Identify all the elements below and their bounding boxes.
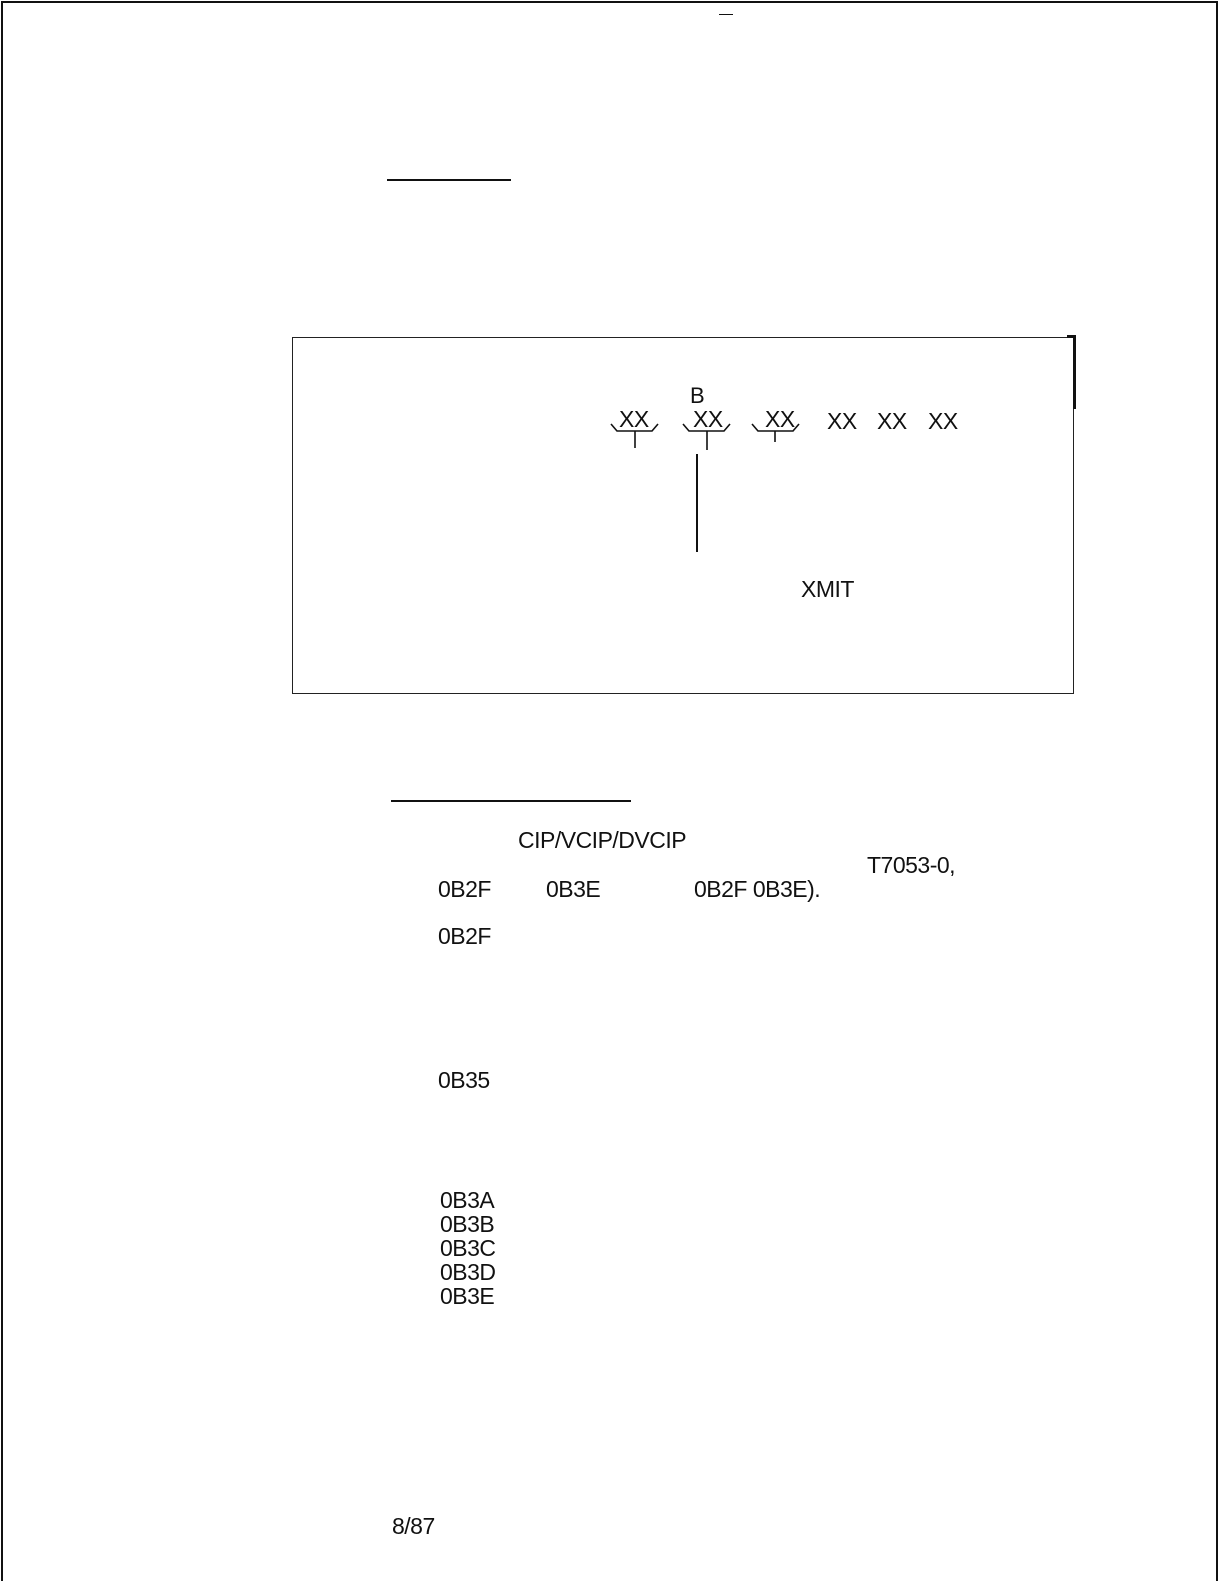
address-list-item: 0B3A <box>440 1187 495 1213</box>
address-0b35: 0B35 <box>438 1067 490 1093</box>
model-text: T7053-0, <box>867 852 956 878</box>
address-0b3e-a: 0B3E <box>546 876 601 902</box>
address-list-item: 0B3E <box>440 1283 495 1309</box>
byte-field-5: XX <box>877 408 907 434</box>
address-0b2f-b: 0B2F <box>438 923 491 949</box>
xmit-label: XMIT <box>801 576 854 602</box>
diagram-label-b: B <box>690 383 705 408</box>
cip-text: CIP/VCIP/DVCIP <box>518 827 687 853</box>
address-list-item: 0B3B <box>440 1211 495 1237</box>
address-list-item: 0B3C <box>440 1235 496 1261</box>
page-frame <box>1 1 1218 1581</box>
byte-field-braces <box>600 420 820 460</box>
byte-field-2: XX <box>693 406 723 432</box>
address-range: 0B2F 0B3E). <box>694 876 821 902</box>
byte-field-4: XX <box>827 408 857 434</box>
byte-field-3: XX <box>765 406 795 432</box>
connector-line <box>696 454 698 552</box>
byte-field-6: XX <box>928 408 958 434</box>
section-heading-underline-2 <box>391 800 631 802</box>
register-diagram-panel <box>292 337 1074 694</box>
footer-date: 8/87 <box>392 1513 435 1539</box>
top-mark <box>719 14 733 15</box>
section-heading-underline-1 <box>387 179 511 181</box>
panel-right-bar <box>1073 335 1076 409</box>
panel-corner-mark <box>1067 335 1075 338</box>
byte-field-1: XX <box>619 406 649 432</box>
address-0b2f-a: 0B2F <box>438 876 491 902</box>
address-list-item: 0B3D <box>440 1259 496 1285</box>
